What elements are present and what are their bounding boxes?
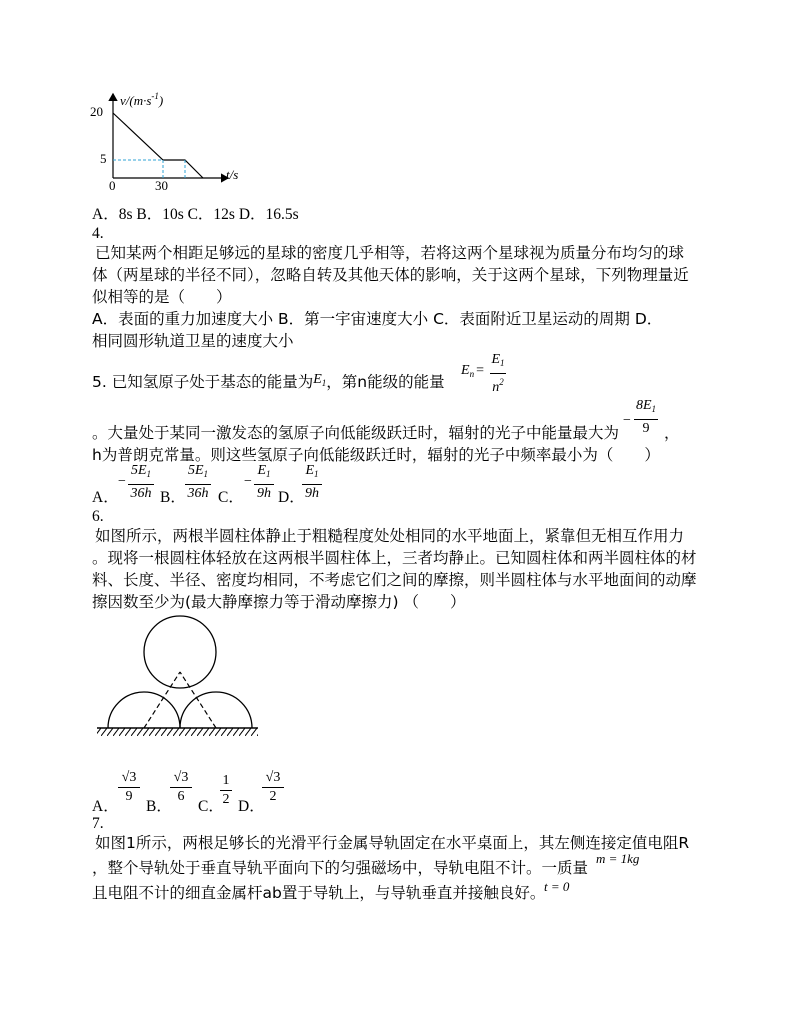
dashed-line-right: [180, 672, 216, 728]
en-fraction: $E_1$ $n^2$: [491, 352, 505, 395]
q6-text-line4: 擦因数至少为(最大静摩擦力等于滑动摩擦力) （ ）: [92, 593, 466, 611]
en-formula: $E_n$ =: [461, 363, 484, 379]
q5-option-d-label: D．: [278, 489, 305, 506]
cylinder-svg: [95, 608, 265, 748]
q6-option-b-fraction: √3 6: [170, 770, 192, 804]
x-axis-label: t/s: [226, 167, 239, 182]
q7-text-line2: ，整个导轨处于垂直导轨平面向下的匀强磁场中，导轨电阻不计。一质量: [92, 859, 589, 877]
q6-text-line2: 。现将一根圆柱体轻放在这两根半圆柱体上，三者均静止。已知圆柱体和两半圆柱体的材: [92, 549, 697, 567]
tick-5: 5: [100, 151, 107, 166]
q5-text-line2: 。大量处于某同一激发态的氢原子向低能级跃迁时，辐射的光子中能量最大为: [92, 424, 620, 442]
q4-number: 4.: [92, 225, 104, 242]
q6-option-a-fraction: √3 9: [118, 770, 140, 804]
q4-text-line2: 体（两星球的半径不同），忽略自转及其他天体的影响，关于这两个星球，下列物理量近: [92, 266, 689, 284]
q7-text-line1: 如图1所示，两根足够长的光滑平行金属导轨固定在水平桌面上，其左侧连接定值电阻R: [95, 834, 690, 852]
right-half-cylinder: [180, 692, 252, 728]
q6-option-d-fraction: √3 2: [262, 770, 284, 804]
left-half-cylinder: [108, 692, 180, 728]
q6-option-c-fraction: 1 2: [220, 773, 232, 807]
q5-option-a-fraction: $5E_1$ 36h: [128, 463, 154, 501]
q6-option-c-label: C．: [198, 798, 224, 815]
q7-time: t = 0: [544, 879, 570, 894]
cylinder-diagram: [95, 608, 265, 748]
q3-options: A．8s B．10s C．12s D．16.5s: [92, 206, 299, 223]
q5-intro-b: ，第n能级的能量: [326, 373, 445, 391]
ground-hatch: [97, 728, 258, 736]
top-cylinder: [144, 616, 216, 688]
q4-text-line1: 已知某两个相距足够远的星球的密度几乎相等，若将这两个星球视为质量分布均匀的球: [95, 244, 685, 262]
q6-text-line1: 如图所示，两根半圆柱体静止于粗糙程度处处相同的水平地面上，紧靠但无相互作用力: [95, 527, 685, 545]
q6-option-a-label: A．: [92, 798, 119, 815]
velocity-line: [113, 113, 203, 178]
emax-sign: −: [623, 413, 631, 428]
q5-option-a-sign: −: [118, 474, 126, 489]
q5-option-b-label: B．: [160, 489, 186, 506]
e1-symbol: $E_1$: [313, 372, 327, 388]
q6-option-d-label: D．: [238, 798, 265, 815]
y-axis-label: $v/(m\cdot s^{-1})$: [120, 91, 164, 108]
q4-text-line3: 似相等的是（ ）: [92, 288, 232, 306]
q7-text-line3: 且电阻不计的细直金属杆ab置于导轨上，与导轨垂直并接触良好。: [92, 884, 546, 902]
tick-0: 0: [109, 178, 116, 193]
q5-text-line2-end: ，: [664, 424, 680, 442]
q5-option-d-fraction: $E_1$ 9h: [302, 463, 322, 501]
q6-number: 6.: [92, 508, 104, 525]
q5-option-c-fraction: $E_1$ 9h: [254, 463, 274, 501]
q5-option-c-label: C．: [218, 489, 244, 506]
q5-option-a-label: A．: [92, 489, 119, 506]
q5-text-line1: [92, 369, 445, 394]
q7-mass: m = 1kg: [596, 851, 640, 866]
q7-number: 7.: [92, 815, 104, 832]
q5-option-c-sign: −: [244, 474, 252, 489]
q5-intro: 5. 已知氢原子处于基态的能量为: [92, 373, 314, 391]
dashed-line-left: [144, 672, 180, 728]
q6-option-b-label: B．: [146, 798, 172, 815]
tick-30: 30: [155, 178, 168, 193]
emax-fraction: $8E_1$ 9: [635, 398, 657, 436]
q4-options-line1: A．表面的重力加速度大小 B．第一宇宙速度大小 C．表面附近卫星运动的周期 D．: [92, 310, 663, 328]
q6-text-line3: 料、长度、半径、密度均相同，不考虑它们之间的摩擦，则半圆柱体与水平地面间的动摩: [92, 571, 697, 589]
tick-20: 20: [90, 104, 103, 119]
q5-text-line3: h为普朗克常量。则这些氢原子向低能级跃迁时，辐射的光子中频率最小为（ ）: [92, 446, 660, 464]
q5-option-b-fraction: $5E_1$ 36h: [185, 463, 211, 501]
velocity-time-graph: [88, 88, 258, 193]
q4-options-line2: 相同圆形轨道卫星的速度大小: [92, 332, 294, 350]
